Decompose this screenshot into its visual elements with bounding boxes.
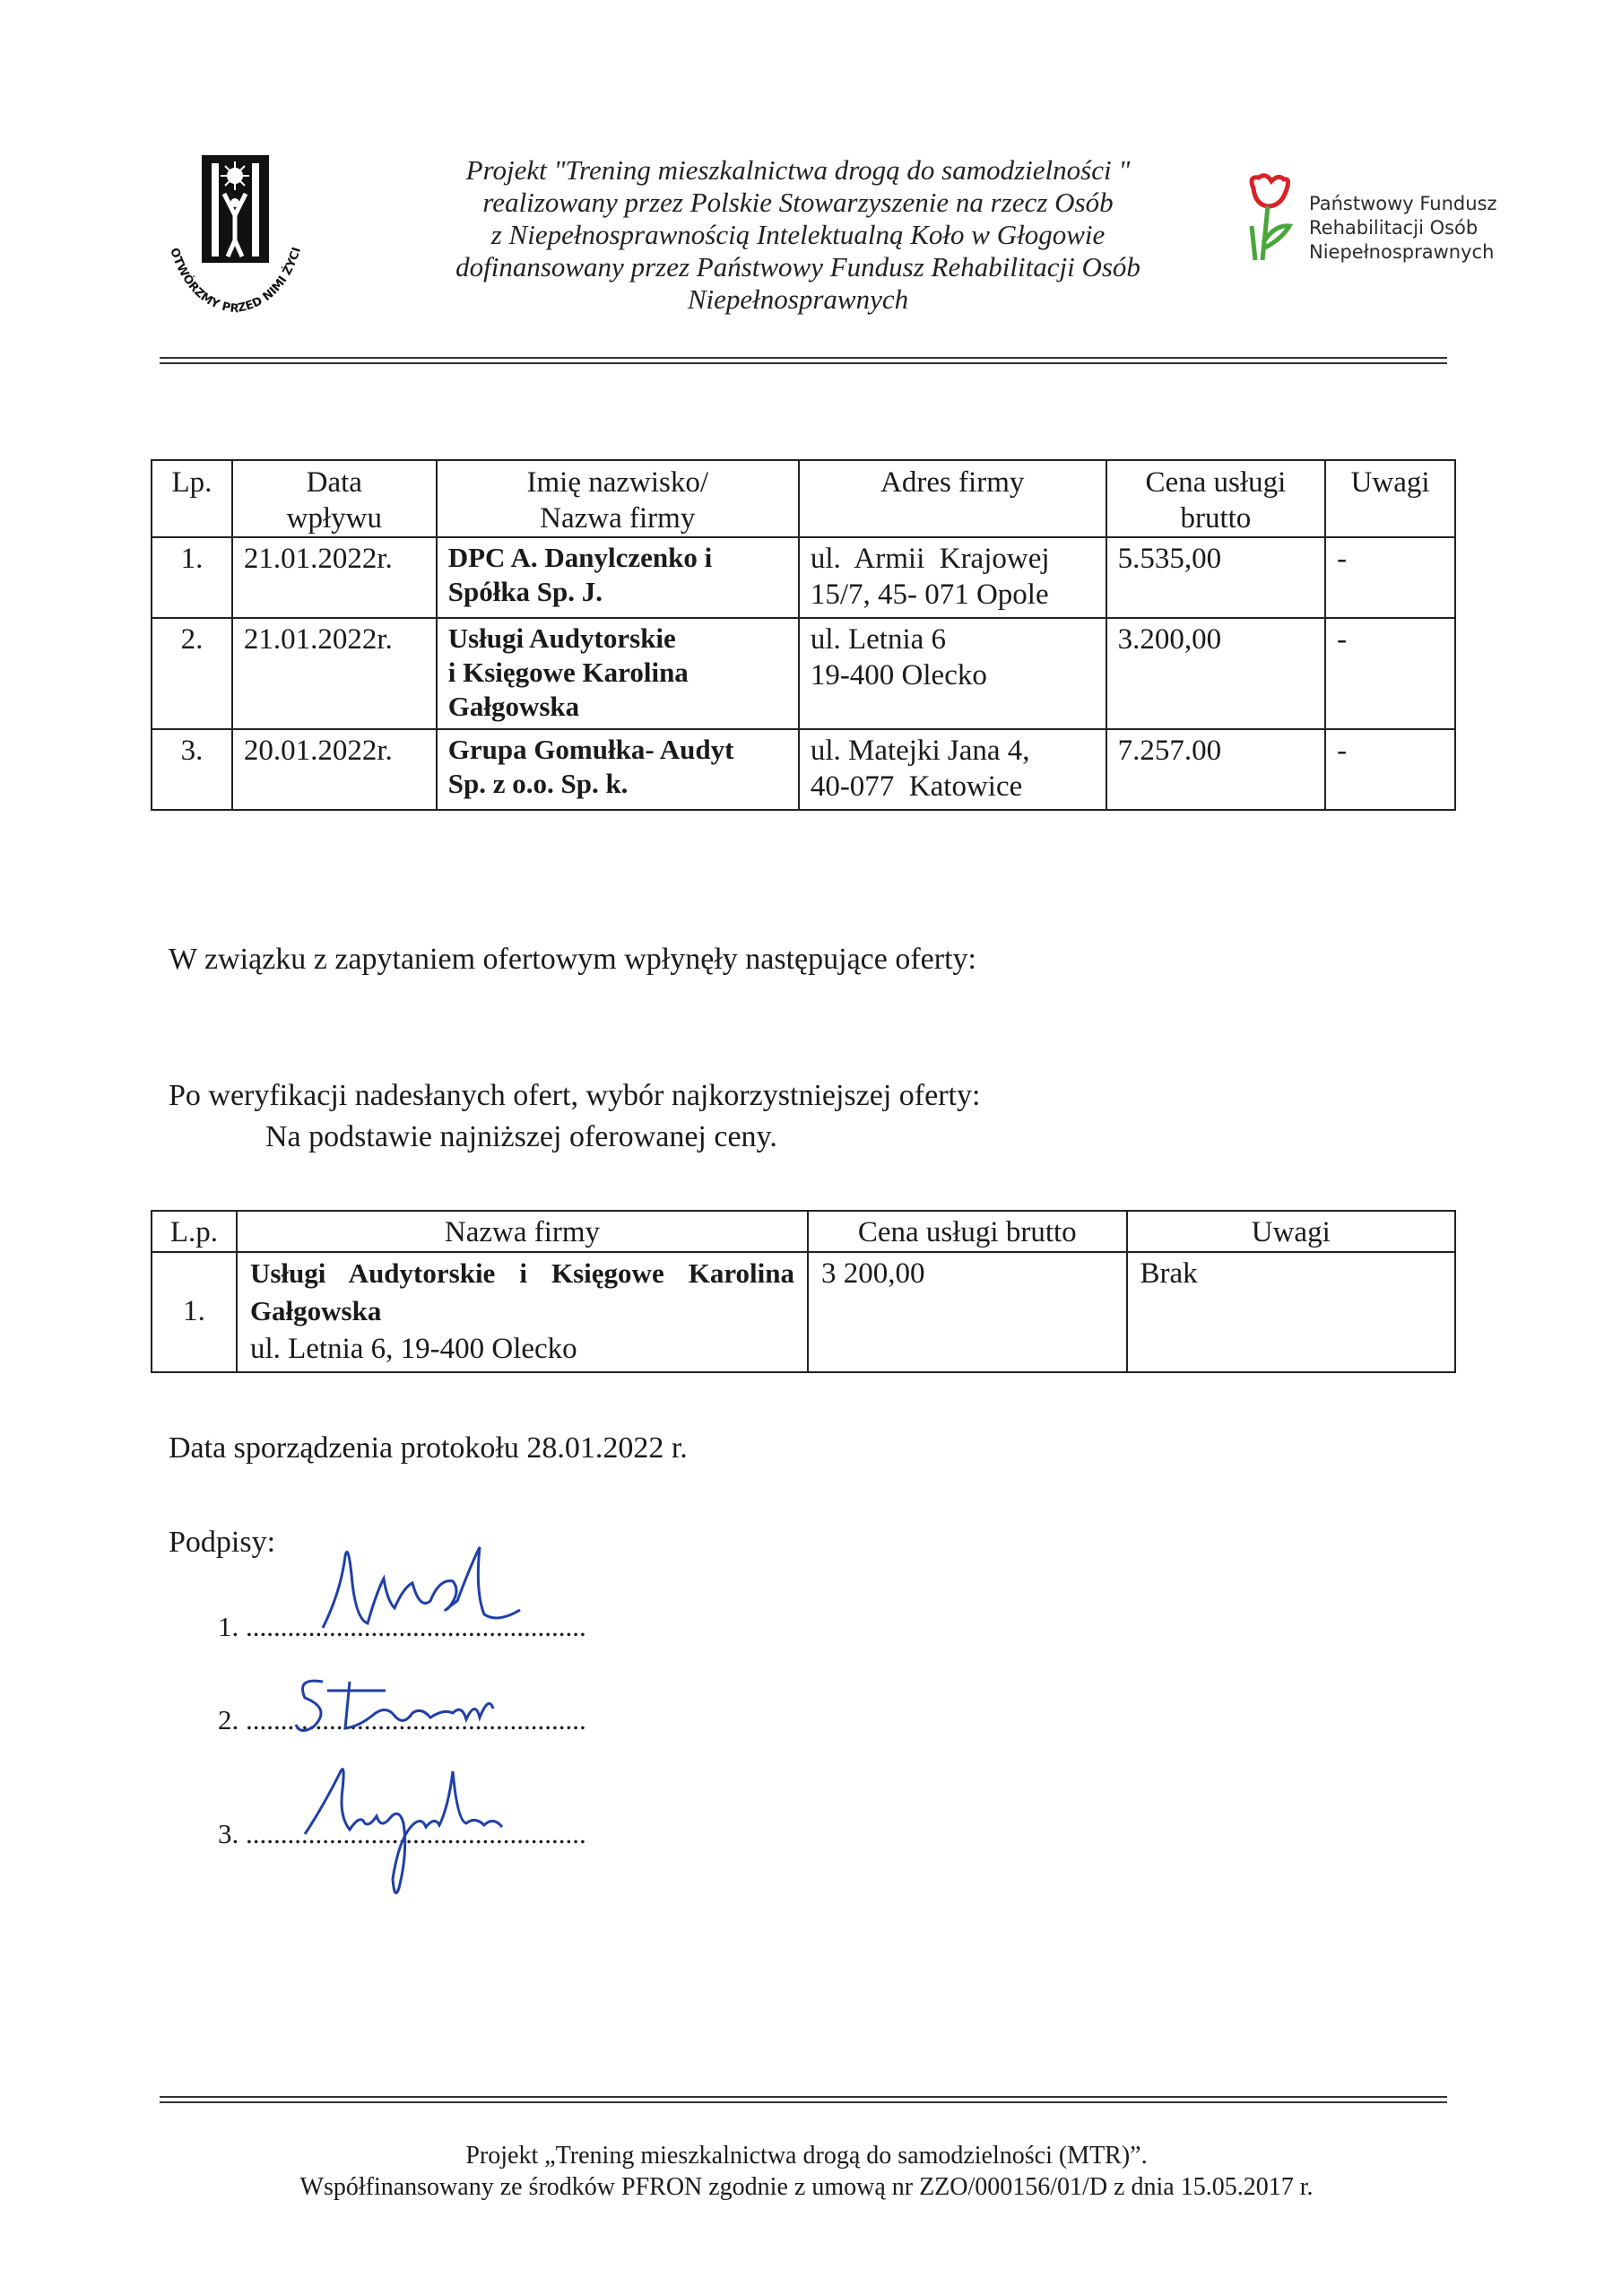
col-header-date [232, 460, 437, 537]
cell-remarks: - [1325, 537, 1455, 618]
footer-line: Współfinansowany ze środków PFRON zgodnie z umową nr ZZO/000156/01/D z dnia 15.05.2017 r. [299, 2173, 1314, 2201]
handwritten-signature-3 [287, 1753, 520, 1906]
header-line: Projekt "Trening mieszkalnictwa drogą do samodzielności " [465, 154, 1131, 186]
cell-address [799, 537, 1106, 618]
logo-motto: OTWÓRZMY PRZED NIMI ŻYCI [167, 246, 305, 317]
cell-date: 21.01.2022r. [232, 537, 437, 618]
footer [0, 2140, 1613, 2203]
address-line: ul. Armii Krajowej [810, 543, 1050, 575]
cell-remarks: - [1325, 618, 1455, 729]
address-line: 40-077 Katowice [810, 770, 1023, 803]
association-logo [152, 151, 318, 330]
header-line: z Niepełnosprawnością Intelektualną Koło w Głogowie [490, 219, 1106, 250]
header-text: Cena usługi [1145, 466, 1287, 499]
table-row [152, 618, 1455, 729]
name-line: Grupa Gomułka- Audyt [447, 734, 734, 765]
signatures-label: Podpisy: [169, 1526, 276, 1559]
address-line: ul. Letnia 6 [810, 623, 947, 656]
name-line: i Księgowe Karolina [447, 657, 689, 688]
header-line: realizowany przez Polskie Stowarzyszenie na rzecz Osób [482, 187, 1114, 218]
signature-dots: ................................................. [246, 1704, 586, 1735]
intro-text: W związku z zapytaniem ofertowym wpłynęły następujące oferty: [169, 943, 976, 976]
cell-lp: 1. [152, 1252, 237, 1372]
header-text: Nazwa firmy [540, 502, 696, 535]
address-line: ul. Letnia 6, 19-400 Olecko [249, 1333, 577, 1365]
header-text: wpływu [286, 502, 382, 535]
col-header-remarks: Uwagi [1127, 1211, 1455, 1252]
cell-address [799, 618, 1106, 729]
cell-name [237, 1252, 808, 1372]
footer-divider [160, 2096, 1447, 2103]
table-row [152, 537, 1455, 618]
selected-offer-table [151, 1210, 1456, 1373]
signature-dots: ................................................. [246, 1818, 586, 1849]
handwritten-signature-1 [305, 1538, 538, 1646]
col-header-remarks: Uwagi [1325, 460, 1455, 537]
address-line: ul. Matejki Jana 4, [810, 735, 1030, 767]
col-header-lp: L.p. [152, 1211, 237, 1252]
name-line: Usługi Audytorskie [447, 622, 676, 654]
cell-address [799, 729, 1106, 810]
project-header [386, 154, 1210, 316]
col-header-name [437, 460, 799, 537]
signature-number: 1. [218, 1611, 239, 1642]
cell-price: 7.257.00 [1106, 729, 1326, 810]
cell-name [437, 729, 799, 810]
cell-lp: 2. [152, 618, 232, 729]
header-line: dofinansowany przez Państwowy Fundusz Rehabilitacji Osób [455, 251, 1140, 283]
protocol-date: Data sporządzenia protokołu 28.01.2022 r. [169, 1431, 688, 1465]
address-line: 19-400 Olecko [810, 659, 987, 691]
cell-price: 3.200,00 [1106, 618, 1326, 729]
pfron-line: Niepełnosprawnych [1309, 241, 1495, 263]
name-line: Gałgowska [447, 691, 580, 722]
verification-text: Po weryfikacji nadesłanych ofert, wybór najkorzystniejszej oferty: [169, 1079, 981, 1112]
cell-date: 20.01.2022r. [232, 729, 437, 810]
signature-number: 2. [218, 1704, 239, 1735]
name-line: DPC A. Danylczenko i [447, 542, 713, 573]
cell-price: 3 200,00 [808, 1252, 1127, 1372]
header-text: Data [306, 466, 362, 499]
col-header-name: Nazwa firmy [237, 1211, 808, 1252]
pfron-name [1309, 192, 1497, 265]
cell-name [437, 537, 799, 618]
table-row [152, 729, 1455, 810]
name-line: Gałgowska [249, 1295, 382, 1326]
cell-lp: 1. [152, 537, 232, 618]
name-line: Sp. z o.o. Sp. k. [447, 768, 629, 799]
address-line: 15/7, 45- 071 Opole [810, 578, 1049, 611]
cell-date: 21.01.2022r. [232, 618, 437, 729]
cell-remarks: - [1325, 729, 1455, 810]
basis-text: Na podstawie najniższej oferowanej ceny. [265, 1120, 777, 1153]
table-row [152, 1252, 1455, 1372]
cell-price: 5.535,00 [1106, 537, 1326, 618]
offers-table [151, 459, 1456, 811]
cell-name [437, 618, 799, 729]
col-header-lp: Lp. [152, 460, 232, 537]
cell-lp: 3. [152, 729, 232, 810]
handwritten-signature-2 [287, 1664, 520, 1744]
header-text: Imię nazwisko/ [526, 466, 709, 499]
col-header-price: Cena usługi brutto [808, 1211, 1127, 1252]
header-line: Niepełnosprawnych [687, 283, 909, 315]
signature-number: 3. [218, 1818, 239, 1849]
footer-line: Projekt „Trening mieszkalnictwa drogą do samodzielności (MTR)”. [465, 2142, 1148, 2170]
pfron-line: Rehabilitacji Osób [1309, 217, 1479, 239]
col-header-price [1106, 460, 1326, 537]
pfron-line: Państwowy Fundusz [1309, 193, 1497, 214]
header-text: brutto [1180, 502, 1252, 535]
table-header-row [152, 460, 1455, 537]
col-header-address: Adres firmy [799, 460, 1106, 537]
name-line: Usługi Audytorskie i Księgowe Karolina [249, 1257, 795, 1289]
name-line: Spółka Sp. J. [447, 576, 603, 607]
header-divider [160, 357, 1447, 364]
cell-remarks: Brak [1127, 1252, 1455, 1372]
signature-dots: ................................................. [246, 1611, 586, 1642]
table-header-row [152, 1211, 1455, 1252]
